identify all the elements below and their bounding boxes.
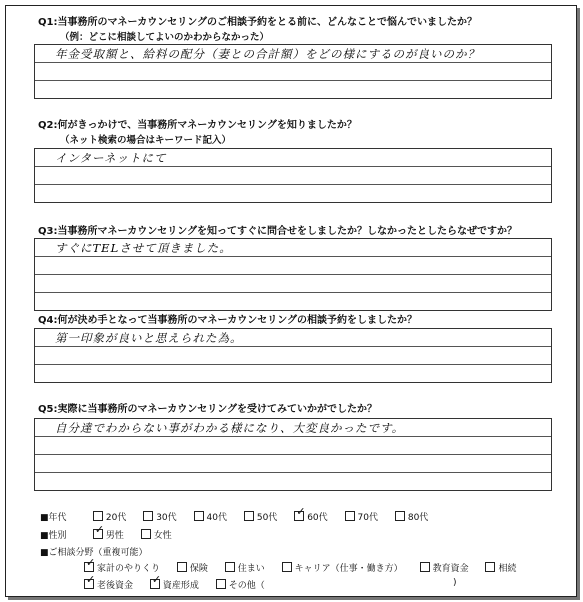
q5-title: Q5:実際に当事務所のマネーカウンセリングを受けてみていかがでしたか？ [38,404,378,415]
age-60-checkbox[interactable] [294,511,304,521]
q4-answer-box [34,328,552,383]
q5-answer-box [34,418,552,491]
other-close-paren: ) [453,578,457,588]
gender-label: ■性別 [40,531,67,541]
q1-answer: 年金受取額と、給料の配分（妻との合計額）をどの様にするのが良いのか？ [55,47,480,61]
q3-title: Q3:当事務所マネーカウンセリングを知ってすぐに問合せをしましたか？しなかったとしたらなぜですか？ [38,226,518,237]
q2-answer: インターネットにて [55,151,167,165]
q2-title: Q2:何がきっかけで、当事務所マネーカウンセリングを知りましたか？ [38,120,357,131]
age-70-checkbox[interactable] [345,511,355,521]
field-option-retirement[interactable]: ✓老後資金 [84,578,133,591]
field-option-insurance[interactable]: 保険 [177,561,208,574]
age-option-20[interactable]: 20代 [93,510,126,523]
age-option-50[interactable]: 50代 [244,510,277,523]
q4-title: Q4:何が決め手となって当事務所のマネーカウンセリングの相談予約をしましたか？ [38,315,418,326]
age-option-80[interactable]: 80代 [395,510,428,523]
age-option-70[interactable]: 70代 [345,510,378,523]
age-option-60[interactable]: ✓ 60代 [294,510,327,523]
other-checkbox[interactable] [216,579,226,589]
field-option-career[interactable]: キャリア（仕事・働き方） [282,561,403,574]
age-40-checkbox[interactable] [194,511,204,521]
q4-answer: 第一印象が良いと思えられた為。 [55,331,243,345]
retirement-checkbox[interactable] [84,579,94,589]
age-row [40,510,442,523]
age-option-40[interactable]: 40代 [194,510,227,523]
field-option-assets[interactable]: ✓ 資産形成 [150,578,199,591]
field-label: ■ご相談分野（重複可能） [40,548,148,558]
q2-note: （ネット検索の場合はキーワード記入） [60,135,232,146]
field-row-1 [84,561,516,574]
female-checkbox[interactable] [141,529,151,539]
q1-note: （例：どこに相談してよいのかわからなかった） [60,32,270,43]
education-checkbox[interactable] [420,562,430,572]
age-option-30[interactable]: 30代 [143,510,176,523]
q1-title: Q1:当事務所のマネーカウンセリングのご相談予約をとる前に、どんなことで悩んでいましたか？ [38,17,478,28]
age-20-checkbox[interactable] [93,511,103,521]
q3-answer-box [34,238,552,311]
field-option-housing[interactable]: 住まい [225,561,265,574]
household-checkbox[interactable] [84,562,94,572]
career-checkbox[interactable] [282,562,292,572]
field-option-other[interactable]: その他（ [216,578,265,591]
gender-row [40,528,186,541]
age-label: ■年代 [40,513,67,523]
age-50-checkbox[interactable] [244,511,254,521]
gender-option-female[interactable]: 女性 [141,528,172,541]
field-option-education[interactable]: 教育資金 [420,561,469,574]
q2-answer-box [34,148,552,203]
gender-option-male[interactable]: ✓ 男性 [93,528,124,541]
housing-checkbox[interactable] [225,562,235,572]
age-30-checkbox[interactable] [143,511,153,521]
field-option-household[interactable]: ✓家計のやりくり [84,561,160,574]
q5-answer: 自分達でわからない事がわかる様になり、大変良かったです。 [55,421,405,435]
age-80-checkbox[interactable] [395,511,405,521]
inheritance-checkbox[interactable] [485,562,495,572]
male-checkbox[interactable] [93,529,103,539]
q1-answer-box [34,44,552,99]
assets-checkbox[interactable] [150,579,160,589]
field-row-2 [84,578,279,591]
q3-answer: すぐにTELさせて頂きました。 [55,241,232,255]
field-option-inheritance[interactable]: 相続 [485,561,516,574]
insurance-checkbox[interactable] [177,562,187,572]
